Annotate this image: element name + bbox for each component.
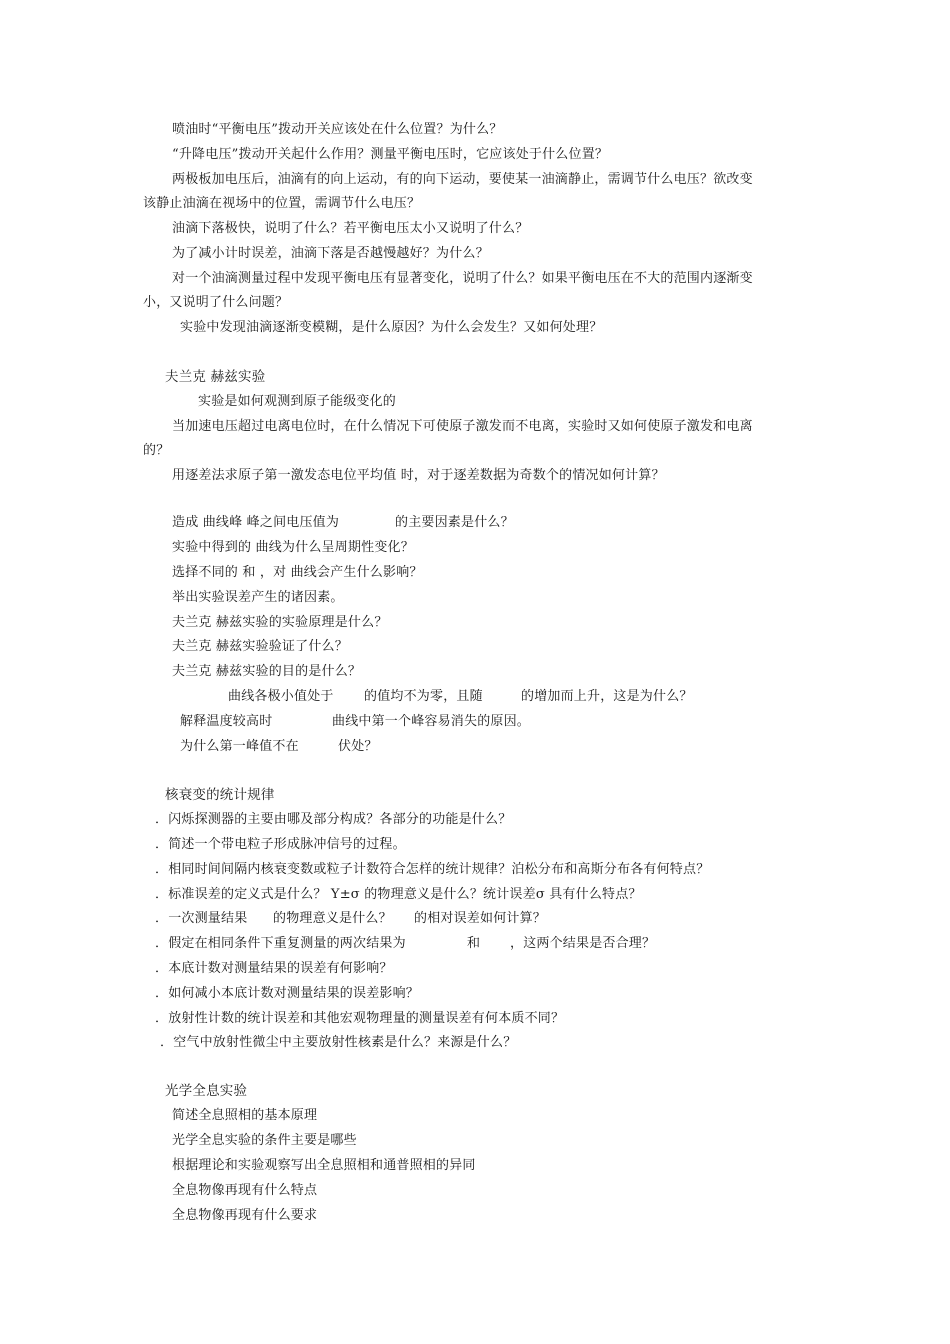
question-line: 喷油时“平衡电压”拨动开关应该处在什么位置？为什么？ (172, 122, 503, 137)
question-line: 举出实验误差产生的诸因素。 (172, 590, 344, 605)
question-line-part: 和 (467, 936, 481, 951)
question-line: 解释温度较高时 (180, 714, 273, 729)
question-line-part: ，这两个结果是否合理？ (510, 936, 656, 951)
question-line: 为了减小计时误差，油滴下落是否越慢越好？为什么？ (172, 246, 489, 261)
question-line-part: 的值均不为零，且随 (364, 689, 483, 704)
question-line: 选择不同的 和 ，对 曲线会产生什么影响？ (172, 565, 423, 580)
question-line-part: 曲线中第一个峰容易消失的原因。 (332, 714, 531, 729)
question-line: ．本底计数对测量结果的误差有何影响？ (155, 961, 393, 976)
question-line: 用逐差法求原子第一激发态电位平均值 时，对于逐差数据为奇数个的情况如何计算？ (172, 468, 665, 483)
question-line: 光学全息实验的条件主要是哪些 (172, 1133, 357, 1148)
question-line-part: 的增加而上升，这是为什么？ (521, 689, 693, 704)
question-line: 两极板加电压后，油滴有的向上运动，有的向下运动，要使某一油滴静止，需调节什么电压？欲改变 (172, 172, 753, 187)
question-line: 实验中得到的 曲线为什么呈周期性变化？ (172, 540, 414, 555)
question-line-continued: 的？ (143, 443, 170, 458)
question-line: ．标准误差的定义式是什么？ Y±σ 的物理意义是什么？统计误差σ 具有什么特点？ (155, 887, 642, 902)
question-line: 当加速电压超过电离电位时，在什么情况下可使原子激发而不电离，实验时又如何使原子激发和电离 (172, 419, 753, 434)
question-line: ．放射性计数的统计误差和其他宏观物理量的测量误差有何本质不同？ (155, 1011, 565, 1026)
question-line: ．简述一个带电粒子形成脉冲信号的过程。 (155, 837, 406, 852)
question-line: 根据理论和实验观察写出全息照相和通普照相的异同 (172, 1158, 476, 1173)
question-line: ．闪烁探测器的主要由哪及部分构成？各部分的功能是什么？ (155, 812, 512, 827)
question-line: ．相同时间间隔内核衰变数或粒子计数符合怎样的统计规律？泊松分布和高斯分布各有何特点？ (155, 862, 710, 877)
question-line: “升降电压”拨动开关起什么作用？测量平衡电压时，它应该处于什么位置？ (172, 147, 609, 162)
question-line-part: 的相对误差如何计算？ (414, 911, 547, 926)
question-line: 曲线各极小值处于 (228, 689, 334, 704)
question-line: 实验中发现油滴逐渐变模糊，是什么原因？为什么会发生？又如何处理？ (180, 320, 603, 335)
section-heading-nuclear-decay: 核衰变的统计规律 (165, 787, 275, 803)
question-line: 实验是如何观测到原子能级变化的 (198, 394, 397, 409)
question-line: 夫兰克 赫兹实验验证了什么？ (172, 639, 348, 654)
question-line: 夫兰克 赫兹实验的实验原理是什么？ (172, 615, 388, 630)
question-line: ．假定在相同条件下重复测量的两次结果为 (155, 936, 406, 951)
question-line: ．一次测量结果 (155, 911, 248, 926)
question-line: 为什么第一峰值不在 (180, 739, 299, 754)
section-heading-holography: 光学全息实验 (165, 1083, 248, 1099)
question-line-continued: 小，又说明了什么问题？ (143, 295, 289, 310)
question-line: 油滴下落极快，说明了什么？若平衡电压太小又说明了什么？ (172, 221, 529, 236)
question-line: ．如何减小本底计数对测量结果的误差影响？ (155, 986, 420, 1001)
question-line: ．空气中放射性微尘中主要放射性核素是什么？来源是什么？ (160, 1035, 517, 1050)
question-line: 夫兰克 赫兹实验的目的是什么？ (172, 664, 362, 679)
section-heading-franck-hertz: 夫兰克 赫兹实验 (165, 369, 266, 385)
question-line-part: 的物理意义是什么？ (273, 911, 392, 926)
question-line-tail: 的主要因素是什么？ (395, 515, 514, 530)
question-line: 对一个油滴测量过程中发现平衡电压有显著变化，说明了什么？如果平衡电压在不大的范围内逐渐变 (172, 271, 753, 286)
question-line: 全息物像再现有什么要求 (172, 1208, 318, 1223)
question-line: 造成 曲线峰 峰之间电压值为 (172, 515, 340, 530)
question-line: 简述全息照相的基本原理 (172, 1108, 318, 1123)
question-line-continued: 该静止油滴在视场中的位置，需调节什么电压？ (143, 196, 421, 211)
question-line: 全息物像再现有什么特点 (172, 1183, 318, 1198)
question-line-part: 伏处？ (338, 739, 378, 754)
